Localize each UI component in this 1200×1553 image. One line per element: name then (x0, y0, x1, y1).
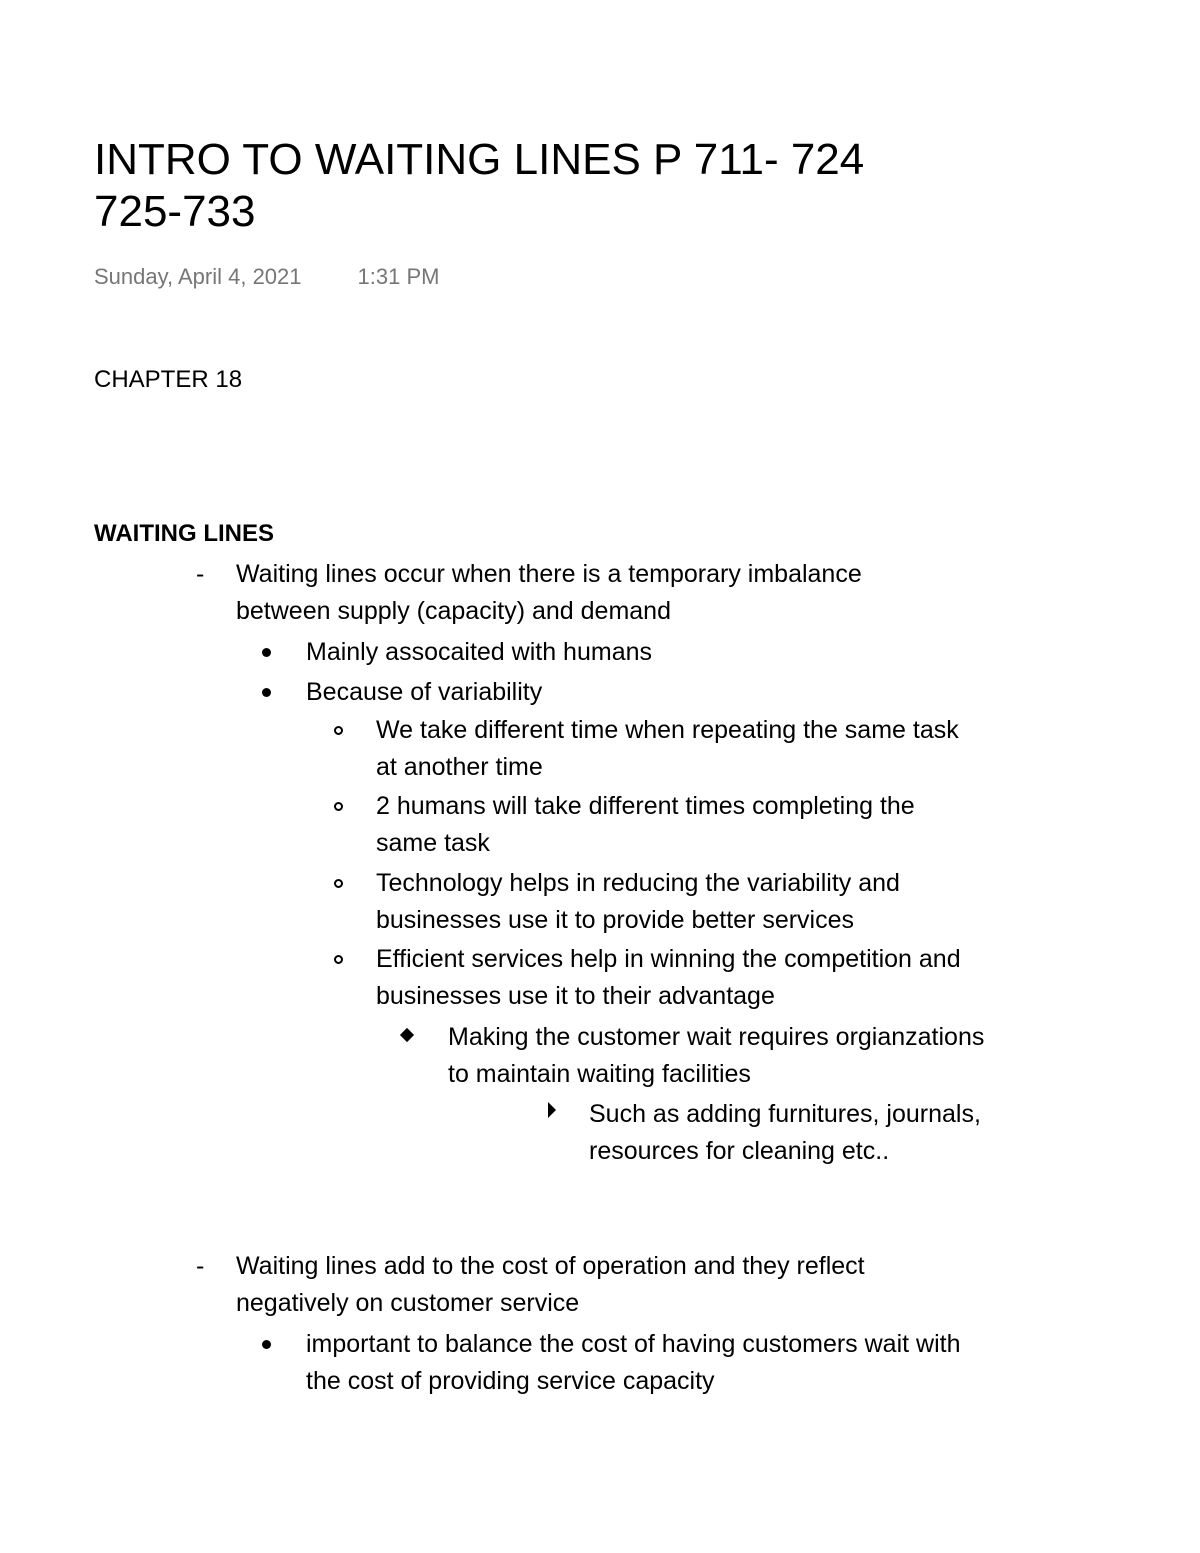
list-item-text: between supply (capacity) and demand (236, 597, 671, 625)
list-item-text: to maintain waiting facilities (448, 1060, 751, 1088)
list-item-text: negatively on customer service (236, 1289, 580, 1317)
section-heading: WAITING LINES (94, 520, 274, 547)
list-item-text: Because of variability (306, 678, 543, 706)
list-item-text: important to balance the cost of having customers wait with (306, 1330, 961, 1358)
bullet-arrow-icon (548, 1102, 556, 1118)
page-time: 1:31 PM (357, 264, 440, 289)
list-item-text: businesses use it to their advantage (376, 982, 775, 1010)
bullet-circle-icon (334, 955, 343, 964)
bullet-circle-icon (334, 879, 343, 888)
bullet-circle-icon (334, 802, 343, 811)
chapter-label: CHAPTER 18 (94, 366, 243, 393)
list-item-text: Waiting lines occur when there is a temporary imbalance (236, 560, 862, 588)
list-item-text: We take different time when repeating the same task (376, 716, 959, 744)
list-item-text: 2 humans will take different times completing the (376, 792, 915, 820)
list-item-text: the cost of providing service capacity (306, 1367, 715, 1395)
list-item-text: resources for cleaning etc.. (589, 1137, 890, 1165)
page-meta (94, 264, 439, 290)
list-item-text: Such as adding furnitures, journals, (589, 1100, 981, 1128)
page-title-line-1: INTRO TO WAITING LINES P 711- 724 (94, 135, 865, 184)
list-item-text: Mainly assocaited with humans (306, 638, 652, 666)
bullet-dot-icon (262, 648, 271, 657)
list-item-text: same task (376, 829, 490, 857)
list-item-text: Technology helps in reducing the variability and (376, 869, 900, 897)
list-item-text: Making the customer wait requires orgianzations (448, 1023, 985, 1051)
list-item-text: businesses use it to provide better services (376, 906, 855, 934)
page-date: Sunday, April 4, 2021 (94, 264, 302, 289)
bullet-dot-icon (262, 1340, 271, 1349)
list-item-text: Efficient services help in winning the competition and (376, 945, 961, 973)
bullet-dot-icon (262, 688, 271, 697)
page-title (94, 134, 1094, 238)
bullet-diamond-icon (400, 1028, 414, 1042)
list-item-text: Waiting lines add to the cost of operation and they reflect (236, 1252, 865, 1280)
bullet-circle-icon (334, 726, 343, 735)
page-title-line-2: 725-733 (94, 187, 256, 236)
dash-bullet: - (196, 560, 205, 588)
dash-bullet: - (196, 1252, 205, 1280)
list-item-text: at another time (376, 753, 543, 781)
